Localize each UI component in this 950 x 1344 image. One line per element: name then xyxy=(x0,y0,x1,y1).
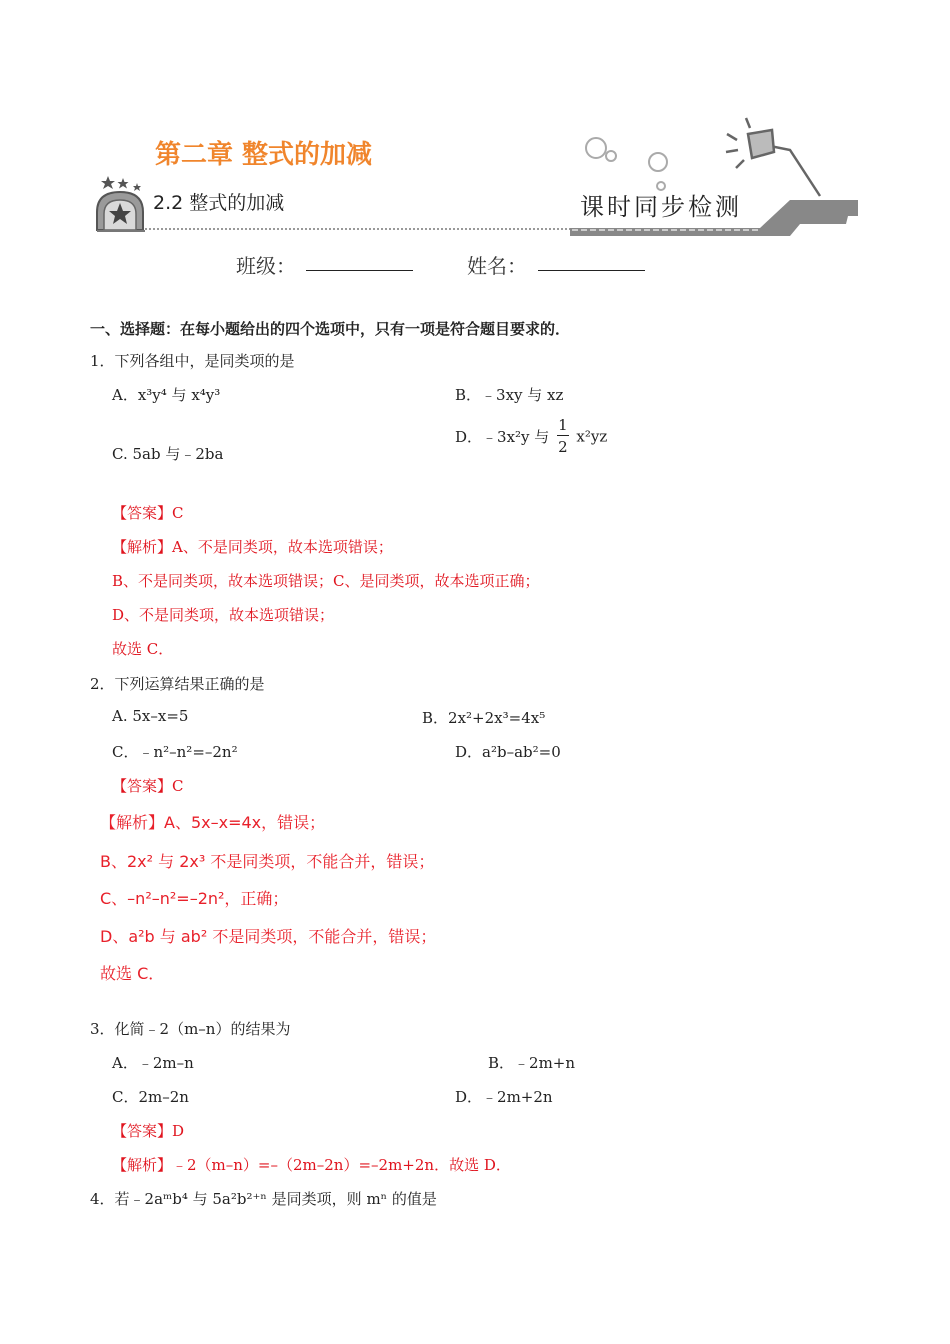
q1-stem: 1．下列各组中，是同类项的是 xyxy=(90,352,295,370)
q3-answer: 【答案】D xyxy=(112,1122,185,1140)
desk-lamp-icon xyxy=(726,118,820,196)
q2-explanation-2: B、2x² 与 2x³ 不是同类项，不能合并，错误； xyxy=(100,852,435,871)
header-decoration xyxy=(0,0,950,240)
q4-stem: 4．若﹣2aᵐb⁴ 与 5a²b²⁺ⁿ 是同类项，则 mⁿ 的值是 xyxy=(90,1190,437,1208)
q2-stem: 2．下列运算结果正确的是 xyxy=(90,675,265,693)
sync-label: 课时同步检测 xyxy=(580,193,742,221)
section-title: 2.2 整式的加减 xyxy=(153,192,285,214)
class-field[interactable] xyxy=(306,270,413,271)
q1-fraction-den: 2 xyxy=(558,438,568,456)
bubble-icons xyxy=(586,138,667,190)
q3-stem: 3．化简﹣2（m–n）的结果为 xyxy=(90,1020,291,1038)
class-label: 班级： xyxy=(236,254,296,278)
q1-fraction-num: 1 xyxy=(558,416,568,434)
q1-explanation-2: B、不是同类项，故本选项错误；C、是同类项，故本选项正确； xyxy=(112,572,540,590)
q2-explanation-5: 故选 C． xyxy=(100,964,165,983)
q1-explanation-4: 故选 C． xyxy=(112,640,174,658)
q1-option-d-post: x²yz xyxy=(576,427,608,446)
chapter-title: 第二章 整式的加减 xyxy=(155,140,373,170)
q1-option-c: C. 5ab 与﹣2ba xyxy=(112,445,224,463)
q3-option-c: C．2m–2n xyxy=(112,1088,189,1106)
q1-explanation-1: 【解析】A、不是同类项，故本选项错误； xyxy=(112,538,393,556)
q2-explanation-4: D、a²b 与 ab² 不是同类项，不能合并，错误； xyxy=(100,927,437,946)
q1-option-b: B．﹣3xy 与 xz xyxy=(455,386,564,404)
q2-option-d: D．a²b–ab²=0 xyxy=(455,743,561,761)
q2-explanation-1: 【解析】A、5x–x=4x，错误； xyxy=(100,813,326,832)
emblem-icon xyxy=(97,192,143,230)
section-heading: 一、选择题：在每小题给出的四个选项中，只有一项是符合题目要求的． xyxy=(90,320,571,338)
q1-fraction xyxy=(557,418,569,455)
name-field[interactable] xyxy=(538,270,645,271)
q2-option-c: C．﹣n²–n²=–2n² xyxy=(112,743,238,761)
q1-explanation-3: D、不是同类项，故本选项错误； xyxy=(112,606,335,624)
q2-option-a: A. 5x–x=5 xyxy=(112,707,189,725)
name-label: 姓名： xyxy=(467,254,527,278)
q1-answer: 【答案】C xyxy=(112,504,184,522)
q1-option-a: A．x³y⁴ 与 x⁴y³ xyxy=(112,386,221,404)
q2-option-b: B．2x²+2x³=4x⁵ xyxy=(422,709,546,727)
q3-option-a: A．﹣2m–n xyxy=(112,1054,194,1072)
q3-option-b: B．﹣2m+n xyxy=(488,1054,576,1072)
star-icons xyxy=(101,176,141,191)
q1-option-d-pre: D．﹣3x²y 与 xyxy=(455,428,550,446)
q3-option-d: D．﹣2m+2n xyxy=(455,1088,553,1106)
q1-option-d xyxy=(455,418,607,455)
q2-explanation-3: C、–n²–n²=–2n²，正确； xyxy=(100,889,289,908)
q3-explanation-1: 【解析】﹣2（m–n）=–（2m–2n）=–2m+2n．故选 D． xyxy=(112,1156,511,1174)
q2-answer: 【答案】C xyxy=(112,777,184,795)
